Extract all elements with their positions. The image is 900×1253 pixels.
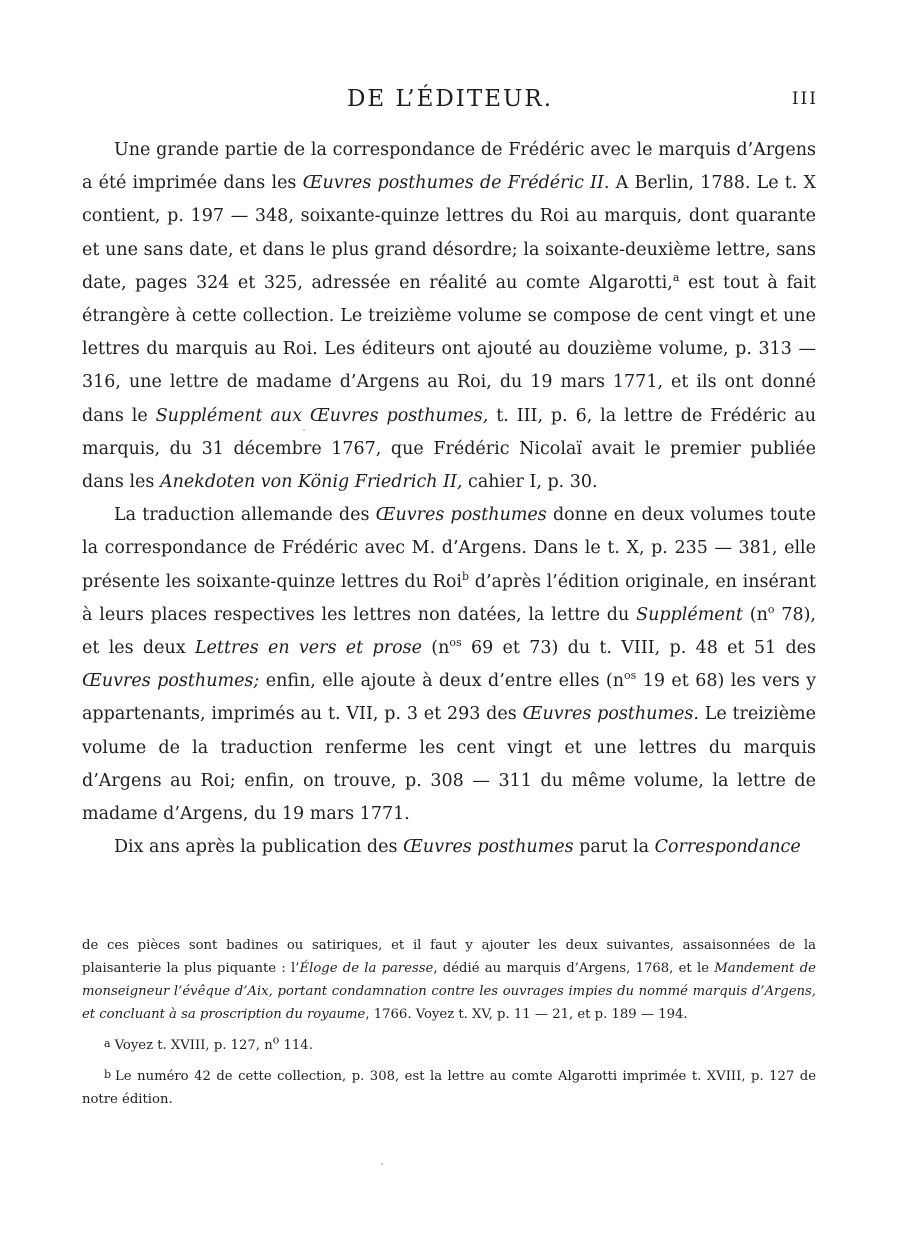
footnotes xyxy=(82,934,816,1117)
superscript: o xyxy=(767,603,775,617)
text-run: , 1766. Voyez t. XV, p. 11 — 21, et p. 189 — 194. xyxy=(365,1007,688,1022)
paper-speck xyxy=(303,429,305,431)
footnote-continuation xyxy=(82,934,816,1026)
running-title: DE L’ÉDITEUR. xyxy=(346,86,554,112)
italic-title: Œuvres posthumes; xyxy=(82,671,260,692)
italic-title: Mandement de monseigneur l’évêque d’Aix, portant condamnation contre les ouvrages impies du nommé marquis d’Argens, et concluant à sa proscription du royaume xyxy=(82,961,816,1022)
text-run: 19 et 68) les vers y appartenants, imprimés au t. VII, p. 3 et 293 des xyxy=(82,671,816,725)
paragraph-1 xyxy=(82,134,816,499)
paper-speck xyxy=(381,1163,383,1165)
italic-title: Correspondance xyxy=(654,837,801,858)
text-run: 78), et les deux xyxy=(82,604,816,659)
text-run: cahier I, p. 30. xyxy=(462,472,598,493)
superscript: o xyxy=(272,1033,280,1047)
italic-title: Œuvres posthumes xyxy=(403,837,574,858)
italic-title: Anekdoten von König Friedrich II, xyxy=(159,472,463,493)
text-run: La traduction allemande des xyxy=(114,505,376,526)
italic-title: Lettres en vers et prose xyxy=(194,638,422,659)
italic-title: Éloge de la paresse xyxy=(299,961,434,976)
text-run: est tout à fait étrangère à cette collection. Le treizième volume se compose de cent vingt et une lettres du marquis au Roi. Les éditeurs ont ajouté au douzième volume, p. 313 — 316, une lettre de madame d’Argens au Roi, du 19 mars 1771, et ils ont donné dans le xyxy=(82,272,816,426)
text-run: Voyez t. XVIII, p. 127, n xyxy=(114,1038,273,1053)
text-run: 114. xyxy=(279,1038,313,1053)
text-run: Le numéro 42 de cette collection, p. 308, est la lettre au comte Algarotti imprimée t. XVIII, p. 127 de notre édition. xyxy=(82,1069,816,1107)
page-number: III xyxy=(791,89,818,109)
text-run: Une grande partie de la correspondance de Frédéric avec le marquis d’Argens a été imprimée dans les xyxy=(82,140,816,194)
footnote-a xyxy=(82,1032,816,1057)
italic-title: Supplément aux Œuvres posthumes, xyxy=(155,405,489,426)
text-run: Dix ans après la publication des xyxy=(114,837,404,858)
paragraph-3 xyxy=(82,831,816,864)
text-run: 69 et 73) du t. VIII, p. 48 et 51 des xyxy=(461,638,816,659)
footnote-reference-a: a xyxy=(672,270,680,284)
footnote-reference-b: b xyxy=(461,569,469,583)
footnote-b xyxy=(82,1063,816,1111)
text-run: , dédié au marquis d’Argens, 1768, et le xyxy=(433,961,715,976)
page-header xyxy=(82,86,818,122)
text-run: t. III, p. 6, la lettre de Frédéric au marquis, du 31 décembre 1767, que Frédéric Nicolaï avait le premier publiée dans les xyxy=(82,405,816,493)
text-run: d’après l’édition originale, en insérant à leurs places respectives les lettres non datées, la lettre du xyxy=(82,571,816,625)
text-run: enfin, elle ajoute à deux d’entre elles (n xyxy=(259,671,625,692)
text-run: (n xyxy=(742,604,768,625)
text-run: (n xyxy=(421,638,450,659)
superscript: os xyxy=(624,669,637,683)
superscript: os xyxy=(449,636,462,650)
italic-title: Œuvres posthumes xyxy=(375,505,547,526)
text-run: A Berlin, 1788. Le t. X contient, p. 197 — 348, soixante-quinze lettres du Roi au marquis, dont quarante et une sans date, et dans le plus grand désordre; la soixante-deuxième lettre, sans date, pages 324 et 325, adressée en réalité au comte Algarotti, xyxy=(82,173,816,293)
text-run: parut la xyxy=(573,837,655,858)
paragraph-2 xyxy=(82,499,816,831)
italic-title: Œuvres posthumes de Frédéric II. xyxy=(302,173,610,194)
text-run: Le treizième volume de la traduction renferme les cent vingt et une lettres du marquis d’Argens au Roi; enfin, on trouve, p. 308 — 311 du même volume, la lettre de madame d’Argens, du 19 mars 1771. xyxy=(82,704,816,825)
italic-title: Œuvres posthumes. xyxy=(522,704,699,725)
italic-title: Supplément xyxy=(636,604,743,625)
text-run: de ces pièces sont badines ou satiriques, et il faut y ajouter les deux suivantes, assaisonnées de la plaisanterie la plus piquante : l’ xyxy=(82,938,816,976)
footnote-marker: a xyxy=(104,1037,111,1050)
text-run: donne en deux volumes toute la correspondance de Frédéric avec M. d’Argens. Dans le t. X, p. 235 — 381, elle présente les soixante-quinze lettres du Roi xyxy=(82,505,816,592)
main-text xyxy=(82,134,816,864)
footnote-marker: b xyxy=(104,1068,112,1081)
